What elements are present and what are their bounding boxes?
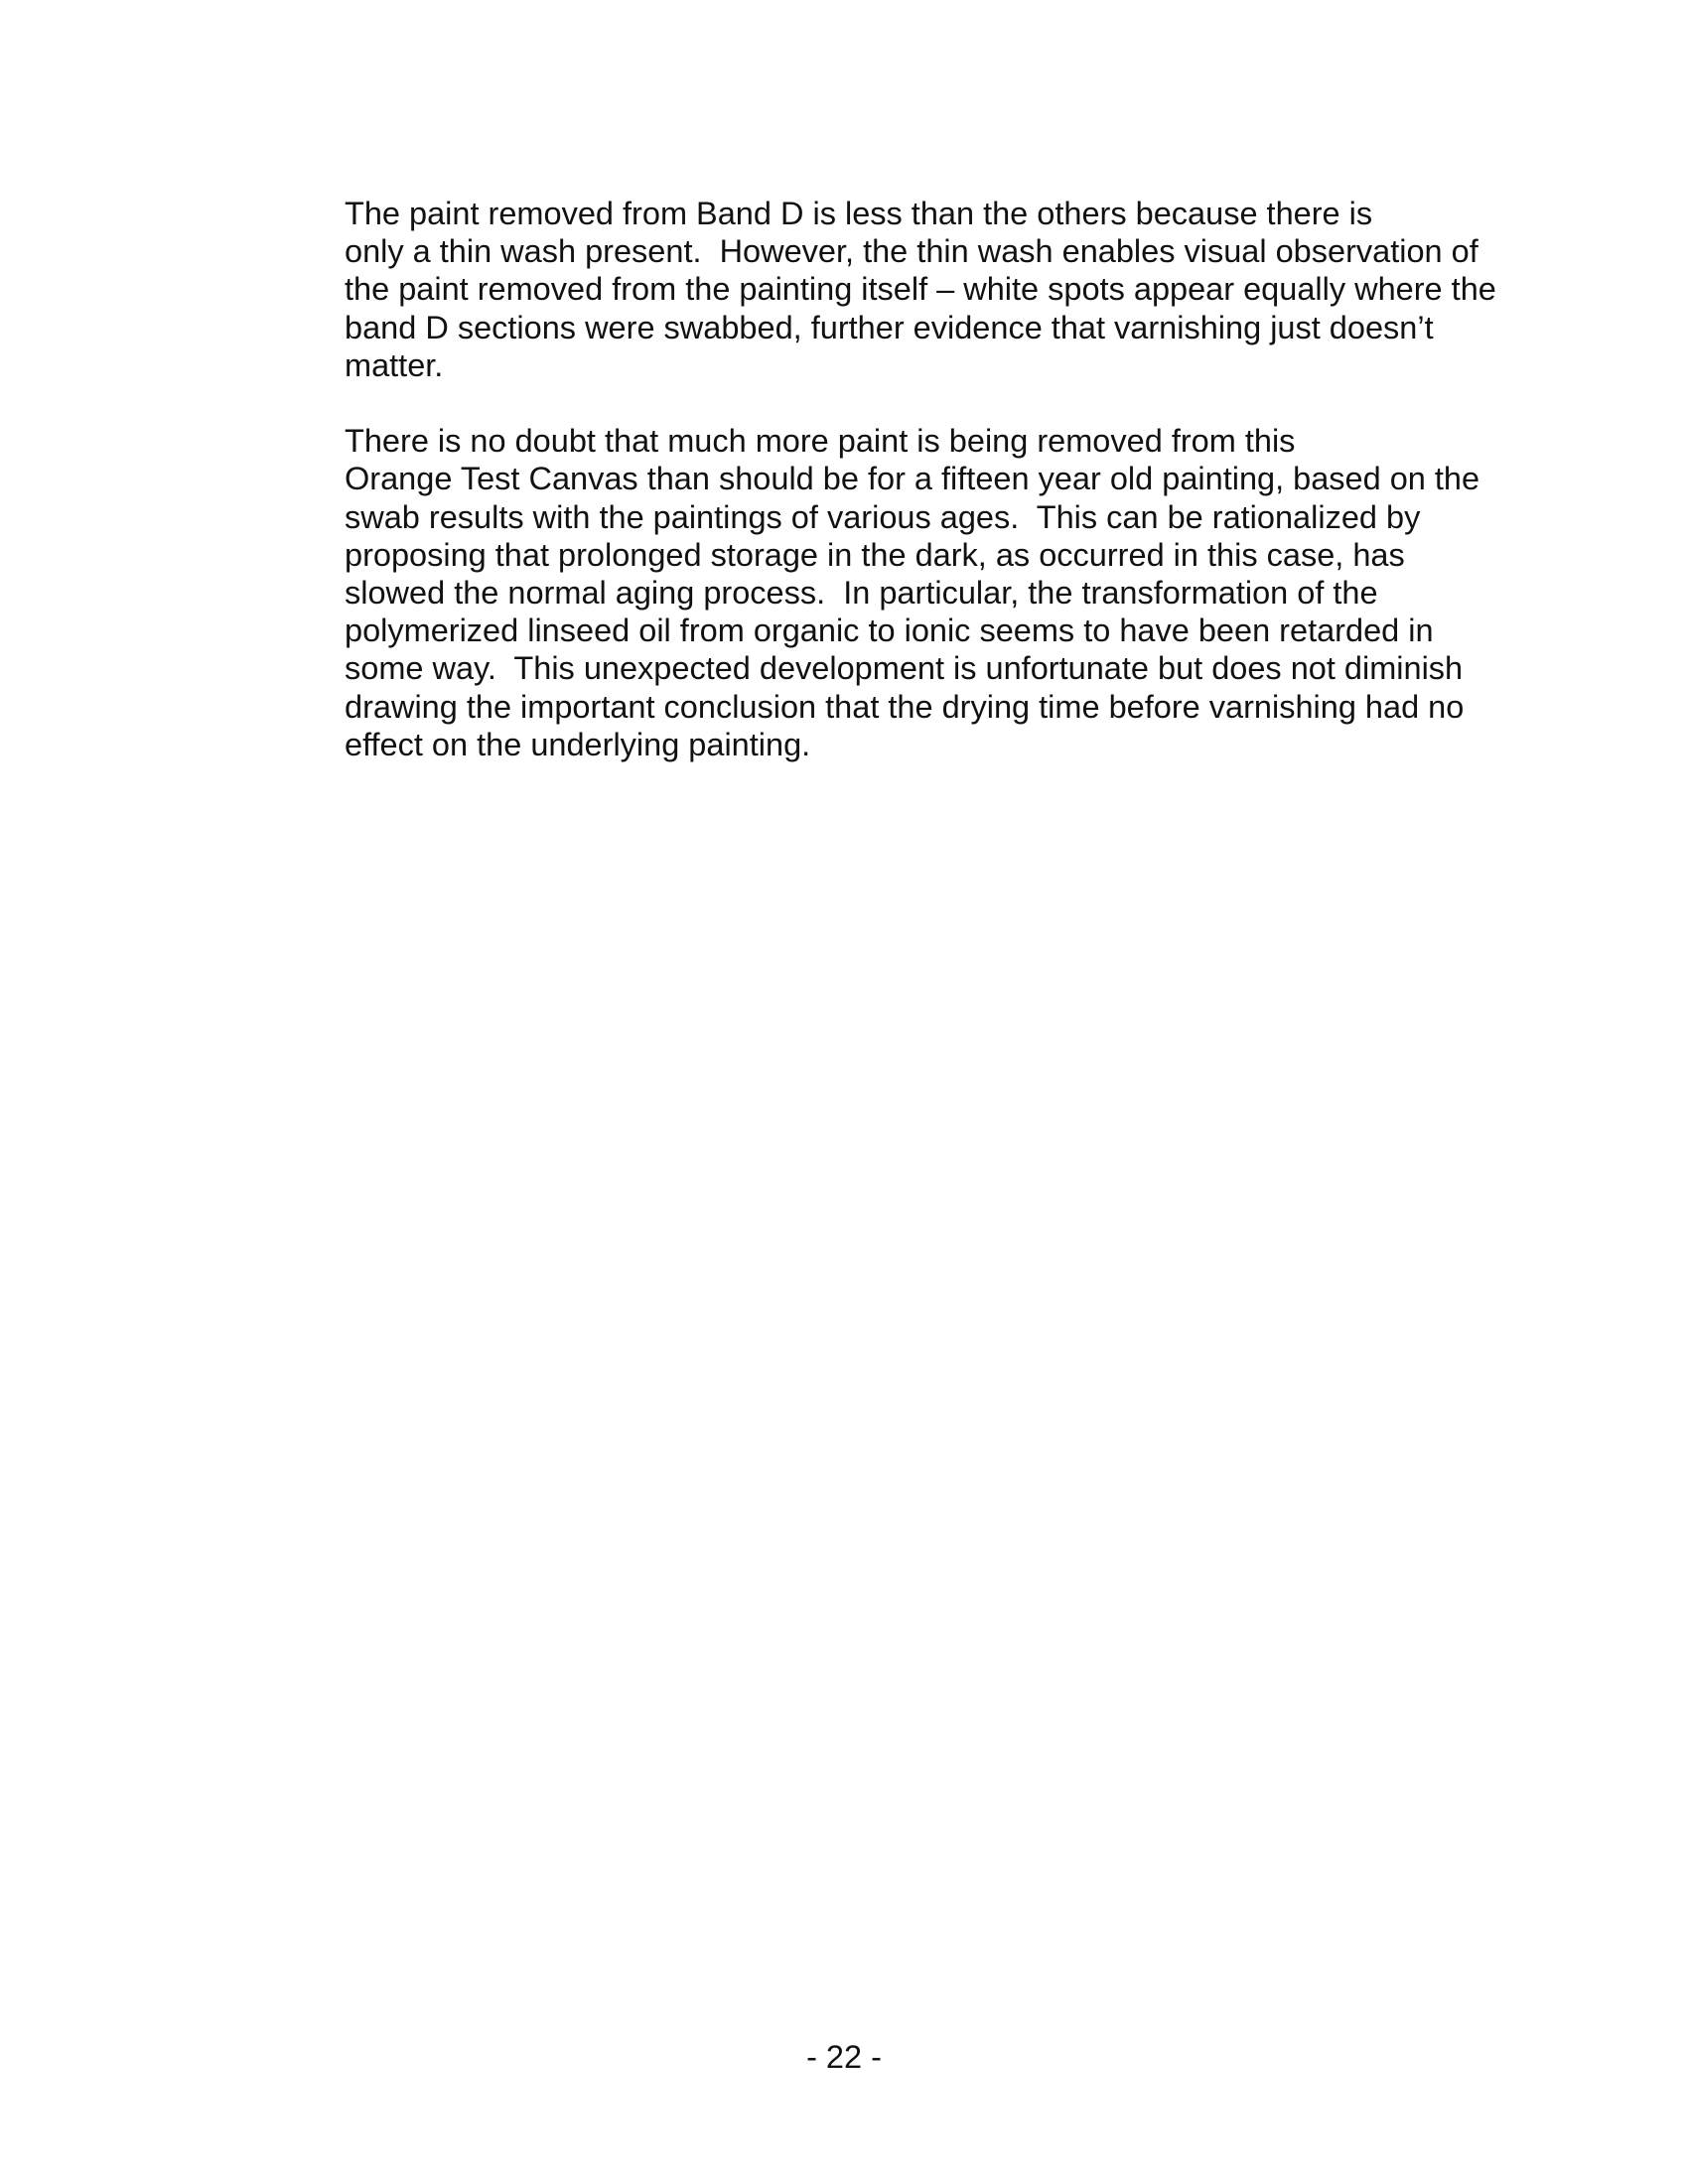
text-line: Orange Test Canvas than should be for a fifteen year old painting, based on the xyxy=(345,461,1480,497)
body-text xyxy=(246,195,1496,801)
text-line: the paint removed from the painting itself – white spots appear equally where the xyxy=(345,271,1496,308)
text-line: polymerized linseed oil from organic to ionic seems to have been retarded in xyxy=(345,613,1434,649)
text-line: effect on the underlying painting. xyxy=(345,726,811,762)
text-line: swab results with the paintings of various ages. This can be rationalized by xyxy=(345,498,1421,535)
text-line: proposing that prolonged storage in the dark, as occurred in this case, has xyxy=(345,536,1405,573)
paragraph-orange-test-canvas xyxy=(246,422,1480,763)
text-line: slowed the normal aging process. In particular, the transformation of the xyxy=(345,575,1378,612)
text-line: drawing the important conclusion that the drying time before varnishing had no xyxy=(345,688,1465,725)
text-line: The paint removed from Band D is less than the others because there is xyxy=(345,196,1373,231)
page-number: - 22 - xyxy=(806,2039,882,2075)
text-line: some way. This unexpected development is unfortunate but does not diminish xyxy=(345,650,1464,687)
text-line: There is no doubt that much more paint is being removed from this xyxy=(345,423,1296,460)
text-line: band D sections were swabbed, further evidence that varnishing just doesn’t xyxy=(345,309,1434,345)
text-line: matter. xyxy=(345,346,444,383)
text-line: only a thin wash present. However, the thin wash enables visual observation of xyxy=(345,233,1478,270)
paragraph-band-d xyxy=(246,195,1496,384)
